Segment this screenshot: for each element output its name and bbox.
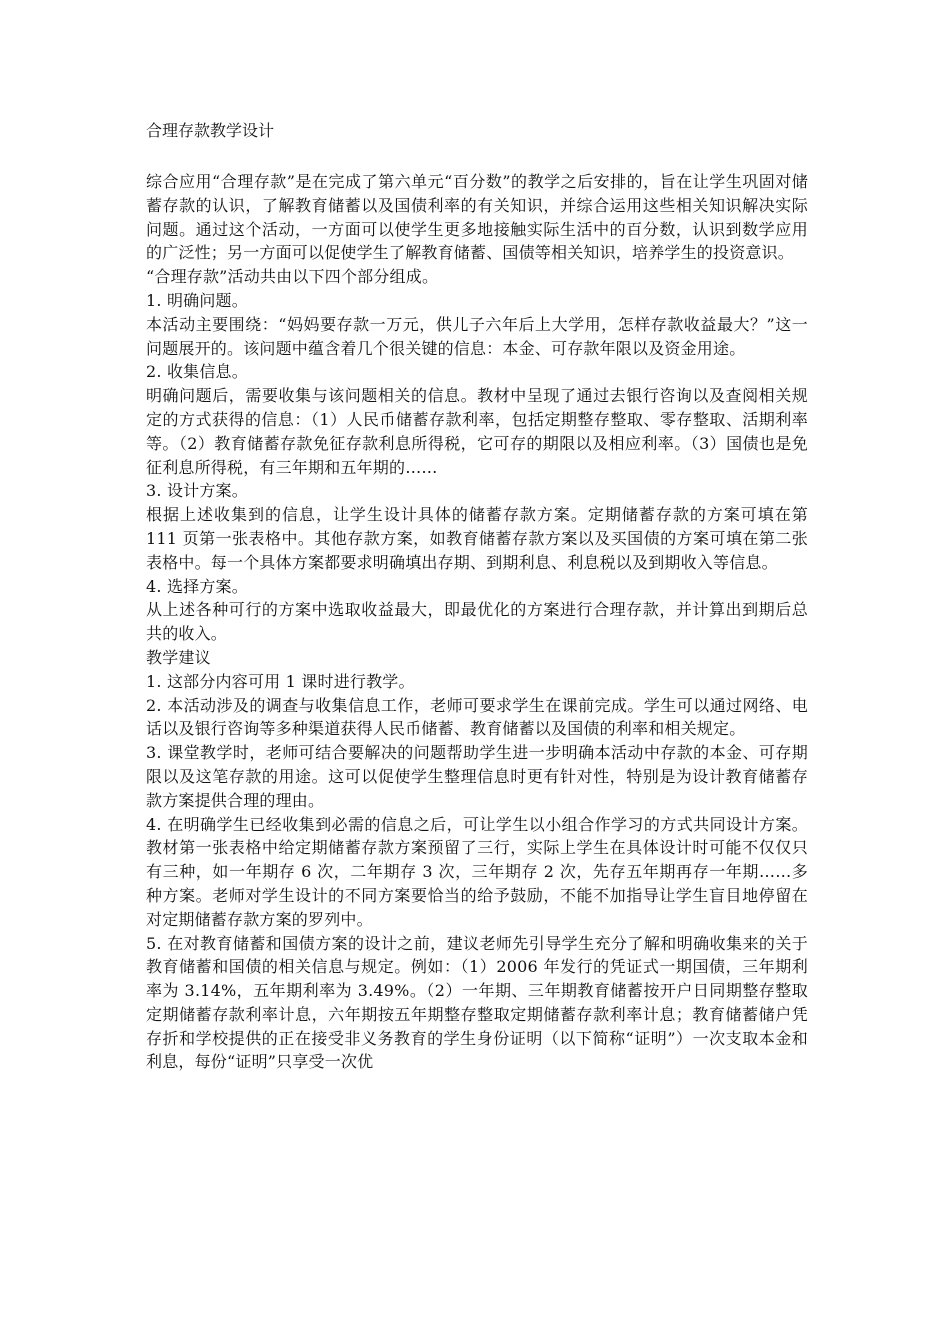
paragraph-problem: 本活动主要围绕：“妈妈要存款一万元，供儿子六年后上大学用，怎样存款收益最大？”这一问题展开的。该问题中蕴含着几个很关键的信息：本金、可存款年限以及资金用途。 — [146, 314, 808, 358]
suggestion-item-4: 4. 在明确学生已经收集到必需的信息之后，可让学生以小组合作学习的方式共同设计方案。教材第一张表格中给定期储蓄存款方案预留了三行，实际上学生在具体设计时可能不仅仅只有三种，如一年期存 6 次，二年期存 3 次，三年期存 2 次，先存五年期再存一年期……多种方案。老师对学生设计的不同方案要恰当的给予鼓励，不能不加指导让学生盲目地停留在对定期储蓄存款方案的罗列中。 — [146, 814, 808, 929]
paragraph-collect: 明确问题后，需要收集与该问题相关的信息。教材中呈现了通过去银行咨询以及查阅相关规定的方式获得的信息：（1）人民币储蓄存款利率，包括定期整存整取、零存整取、活期利率等。（2）教育储蓄存款免征存款利息所得税，它可存的期限以及相应利率。（3）国债也是免征利息所得税，有三年期和五年期的…… — [146, 386, 808, 477]
section-heading-1: 1. 明确问题。 — [146, 290, 248, 310]
suggestion-item-2: 2. 本活动涉及的调查与收集信息工作，老师可要求学生在课前完成。学生可以通过网络、电话以及银行咨询等多种渠道获得人民币储蓄、教育储蓄以及国债的利率和相关规定。 — [146, 695, 808, 739]
document-page — [146, 118, 808, 1074]
paragraph-choose: 从上述各种可行的方案中选取收益最大，即最优化的方案进行合理存款，并计算出到期后总共的收入。 — [146, 600, 808, 644]
suggestion-item-5: 5. 在对教育储蓄和国债方案的设计之前，建议老师先引导学生充分了解和明确收集来的关于教育储蓄和国债的相关信息与规定。例如：（1）2006 年发行的凭证式一期国债，三年期利率为 3.14%，五年期利率为 3.49%。（2）一年期、三年期教育储蓄按开户日同期整存整取定期储蓄存款利率计息，六年期按五年期整存整取定期储蓄存款利率计息；教育储蓄储户凭存折和学校提供的正在接受非义务教育的学生身份证明（以下简称“证明”）一次支取本金和利息，每份“证明”只享受一次优 — [146, 933, 808, 1072]
section-heading-suggestions: 教学建议 — [146, 647, 211, 667]
paragraph-overview: “合理存款”活动共由以下四个部分组成。 — [146, 267, 439, 287]
section-heading-3: 3. 设计方案。 — [146, 481, 248, 501]
section-heading-2: 2. 收集信息。 — [146, 362, 248, 382]
document-title: 合理存款教学设计 — [146, 121, 275, 140]
paragraph-intro: 综合应用“合理存款”是在完成了第六单元“百分数”的教学之后安排的，旨在让学生巩固对储蓄存款的认识，了解教育储蓄以及国债利率的有关知识，并综合运用这些相关知识解决实际问题。通过这个活动，一方面可以使学生更多地接触实际生活中的百分数，认识到数学应用的广泛性；另一方面可以促使学生了解教育储蓄、国债等相关知识，培养学生的投资意识。 — [146, 172, 808, 263]
paragraph-design: 根据上述收集到的信息，让学生设计具体的储蓄存款方案。定期储蓄存款的方案可填在第 111 页第一张表格中。其他存款方案，如教育储蓄存款方案以及买国债的方案可填在第二张表格中。每一个具体方案都要求明确填出存期、到期利息、利息税以及到期收入等信息。 — [146, 505, 808, 572]
suggestion-item-1: 1. 这部分内容可用 1 课时进行教学。 — [146, 671, 415, 691]
suggestion-item-3: 3. 课堂教学时，老师可结合要解决的问题帮助学生进一步明确本活动中存款的本金、可存期限以及这笔存款的用途。这可以促使学生整理信息时更有针对性，特别是为设计教育储蓄存款方案提供合理的理由。 — [146, 743, 808, 810]
section-heading-4: 4. 选择方案。 — [146, 576, 248, 596]
